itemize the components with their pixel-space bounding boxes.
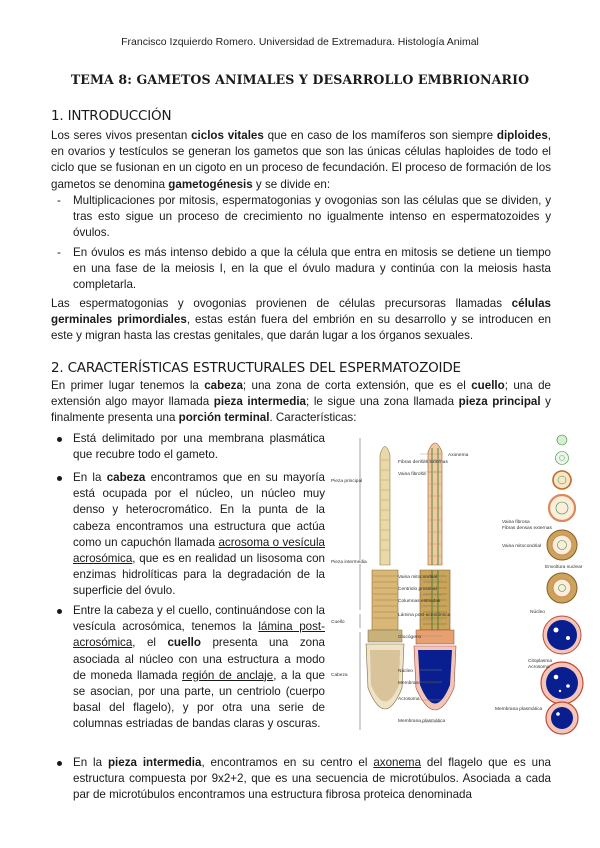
bullet-cabeza: En la cabeza encontramos que en su mayoría está ocupada por el núcleo, un núcleo muy denso y heterocromático. En la punta de la cabeza encontramos una estructura que actúa como un capuchón llamada acrosoma o vesícula acrosómica, que es en realidad un lisosoma con enzimas hidrolíticas para la degradación de la superficie del óvulo. bbox=[73, 470, 325, 600]
bullet-pieza-intermedia: En la pieza intermedia, encontramos en su centro el axonema del flagelo que es una estructura compuesta por 9x2+2, que es una secuencia de microtúbulos. Asociada a cada par de microtúbulos encontramos una estructura fibrosa proteica denominada bbox=[73, 755, 551, 804]
label-vaina-fibrosa: Vaina fibrosa bbox=[398, 472, 426, 477]
label-centriolo: Centriolo proximal bbox=[398, 587, 437, 592]
section-heading-introduccion: 1. INTRODUCCIÓN bbox=[51, 108, 172, 124]
label-membrana-plasmatica: Membrana plasmática bbox=[398, 719, 446, 724]
label-vaina-mitocondrial: Vaina mitocondrial bbox=[398, 575, 438, 580]
label-cabeza: Cabeza bbox=[331, 673, 348, 678]
label-r-fibras-densas: Fibras densas externas bbox=[502, 526, 552, 531]
label-glucogeno: Glucógeno bbox=[398, 635, 422, 640]
label-fibras-densas: Fibras densas externas bbox=[398, 460, 448, 465]
label-r-citoplasma: Citoplasma bbox=[528, 659, 552, 664]
label-acrosoma: Acrosoma bbox=[398, 697, 420, 702]
label-pieza-intermedia: Pieza intermedia bbox=[331, 560, 367, 565]
label-pieza-principal: Pieza principal bbox=[331, 479, 363, 484]
running-head: Francisco Izquierdo Romero. Universidad de Extremadura. Histología Animal bbox=[121, 36, 479, 48]
label-r-membrana-plasmatica: Membrana plasmática bbox=[495, 707, 543, 712]
sperm-intro-paragraph: En primer lugar tenemos la cabeza; una zona de corta extensión, que es el cuello; una de extensión algo mayor llamada pieza intermedia; le sigue una zona llamada pieza principal y finalmente presenta una porción terminal. Características: bbox=[51, 379, 551, 425]
label-nucleo: Núcleo bbox=[398, 669, 413, 674]
bullet-cuello: Entre la cabeza y el cuello, continuándose con la vesícula acrosómica, tenemos la lámina post-acrosómica, el cuello presenta una zona asociada al núcleo con una estructura a modo de moneda llamada región de anclaje, a la que se asocian, por una parte, un centriolo (cuerpo basal del flagelo), y por otra una serie de columnas estriadas de bandas claras y oscuras. bbox=[73, 603, 325, 733]
list-item: - En óvulos es más intenso debido a que la célula que entra en mitosis se detiene un tiempo en una fase de la meiosis I, en la que el óvulo madura y continúa con la meiosis hasta completarla. bbox=[51, 245, 551, 294]
germinal-cells-paragraph: Las espermatogonias y ovogonias provienen de células precursoras llamadas células germinales primordiales, estas están fuera del embrión en su desarrollo y se introducen en este y migran hasta las crestas genitales, que darán lugar a los órganos sexuales. bbox=[51, 297, 552, 343]
label-columnas: Columnas estriadas bbox=[398, 599, 441, 604]
list-item-text: En óvulos es más intenso debido a que la célula que entra en mitosis se detiene un tiempo en una fase de la meiosis I, en la que el óvulo madura y continúa con la meiosis hasta completarla. bbox=[73, 246, 551, 292]
spermatozoon-diagram bbox=[330, 430, 600, 735]
label-r-nucleo: Núcleo bbox=[530, 610, 545, 615]
document-title: TEMA 8: GAMETOS ANIMALES Y DESARROLLO EMBRIONARIO bbox=[70, 72, 530, 87]
label-r-envoltura-nuclear: Envoltura nuclear bbox=[545, 565, 583, 570]
bullet-membrane: Está delimitado por una membrana plasmática que recubre todo el gameto. bbox=[73, 431, 325, 463]
intro-paragraph: Los seres vivos presentan ciclos vitales que en caso de los mamíferos son siempre diploides, en ovarios y testículos se generan los gametos que son las únicas células haploides de todo el ciclo que se fusionan en un cigoto en un proceso de fecundación. El proceso de formación de los gametos se denomina gametogénesis y se divide en: bbox=[51, 129, 551, 191]
label-r-acrosoma: Acrosoma bbox=[528, 665, 550, 670]
label-cuello: Cuello bbox=[331, 620, 345, 625]
section-heading-espermatozoide: 2. CARACTERÍSTICAS ESTRUCTURALES DEL ESPERMATOZOIDE bbox=[51, 360, 461, 376]
label-axonema: Axonema bbox=[448, 453, 469, 458]
cross-sections bbox=[541, 435, 583, 734]
label-membrana-nuclear: Membrana nuclear bbox=[398, 681, 438, 686]
list-item: - Multiplicaciones por mitosis, espermatogonias y ovogonias son las células que se dividen, y tras esto sigue un proceso de crecimiento no igualmente intenso en espermatozoides y óvulos. bbox=[51, 193, 551, 242]
label-r-vaina-fibrosa: Vaina fibrosa bbox=[502, 520, 530, 525]
label-r-vaina-mitocondrial: Vaina mitocondrial bbox=[502, 544, 542, 549]
label-lamina-post: Lámina post-acrosómica bbox=[398, 613, 451, 618]
list-item-text: Multiplicaciones por mitosis, espermatogonias y ovogonias son las células que se dividen, y tras esto sigue un proceso de crecimiento no igualmente intenso en espermatozoides y óvulos. bbox=[73, 194, 551, 240]
